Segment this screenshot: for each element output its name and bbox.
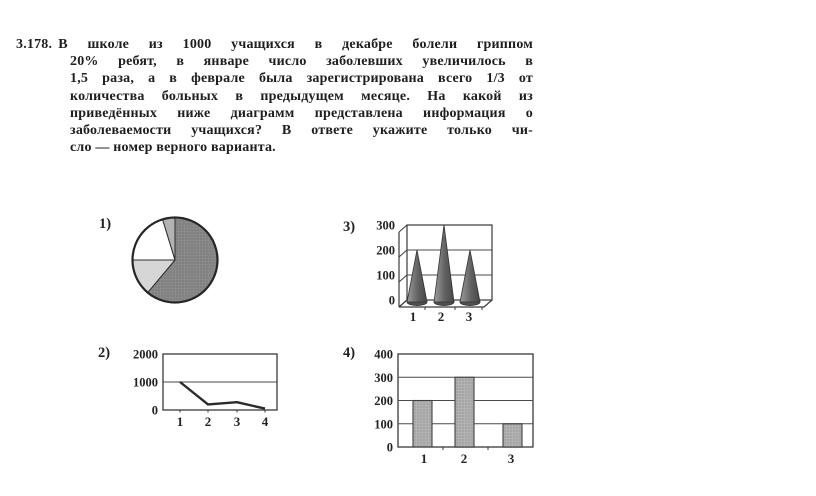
- svg-text:4: 4: [261, 414, 269, 429]
- svg-text:1000: 1000: [133, 375, 158, 390]
- problem-line: 20% ребят, в январе число заболевших увеличилось в: [70, 54, 533, 70]
- svg-text:400: 400: [374, 347, 393, 362]
- svg-text:3: 3: [465, 309, 473, 324]
- svg-text:1: 1: [176, 414, 184, 429]
- svg-text:2: 2: [437, 309, 445, 324]
- svg-text:200: 200: [376, 243, 395, 258]
- svg-text:300: 300: [376, 218, 395, 233]
- variant-2-label: 2): [98, 345, 111, 361]
- svg-text:100: 100: [374, 417, 393, 432]
- problem-line: сло — номер верного варианта.: [70, 140, 276, 156]
- svg-text:2: 2: [460, 451, 468, 466]
- problem-line: заболеваемости учащихся? В ответе укажите только чи-: [70, 123, 533, 139]
- problem-line: приведённых ниже диаграмм представлена информация о: [70, 105, 533, 121]
- bar-chart-variant-4: [360, 340, 545, 470]
- svg-text:200: 200: [374, 394, 393, 408]
- svg-text:100: 100: [376, 268, 395, 283]
- problem-text: [16, 36, 533, 156]
- problem-number: 3.178.: [16, 37, 53, 52]
- cone-chart-variant-3: [335, 215, 507, 330]
- svg-text:2000: 2000: [133, 347, 158, 362]
- problem-line-text: В школе из 1000 учащихся в декабре болели гриппом: [58, 37, 533, 52]
- svg-text:300: 300: [374, 370, 393, 385]
- svg-text:0: 0: [388, 293, 395, 308]
- svg-text:3: 3: [233, 414, 241, 429]
- svg-text:3: 3: [507, 451, 515, 466]
- variant-3-label: 3): [343, 219, 356, 235]
- pie-chart-variant-1: [128, 211, 228, 315]
- svg-text:2: 2: [204, 414, 212, 429]
- variant-4-label: 4): [343, 345, 356, 361]
- problem-line: количества больных в предыдущем месяце. На какой из: [70, 88, 533, 104]
- svg-text:0: 0: [386, 440, 393, 455]
- svg-text:1: 1: [420, 451, 428, 466]
- problem-line: 1,5 раза, а в феврале была зарегистрирована всего 1/3 от: [70, 71, 533, 87]
- svg-text:1: 1: [409, 309, 417, 324]
- problem-line: [16, 36, 533, 53]
- svg-text:0: 0: [151, 403, 158, 418]
- variant-1-label: 1): [99, 216, 112, 232]
- line-chart-variant-2: [120, 344, 295, 436]
